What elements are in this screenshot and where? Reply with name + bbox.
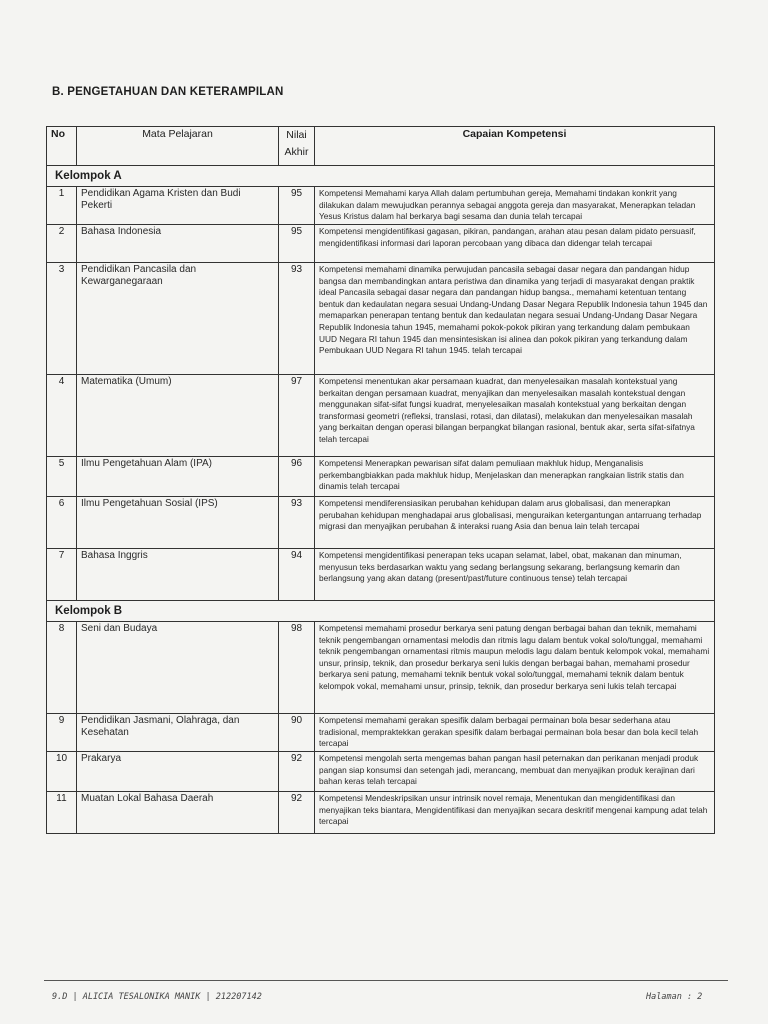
table-row xyxy=(47,497,715,549)
table-row xyxy=(47,549,715,601)
row-subject: Pendidikan Pancasila dan Kewarganegaraan xyxy=(77,263,279,375)
row-grade: 93 xyxy=(279,263,315,375)
row-subject: Bahasa Indonesia xyxy=(77,225,279,263)
row-competency: Kompetensi mengidentifikasi gagasan, pikiran, pandangan, arahan atau pesan dalam pidato persuasif, mengidentifikasi informasi dari laporan percobaan yang dibaca dan didengar telah tercapai xyxy=(315,225,715,263)
table-row xyxy=(47,457,715,497)
row-grade: 92 xyxy=(279,752,315,792)
group-label-b: Kelompok B xyxy=(47,601,715,622)
row-subject: Bahasa Inggris xyxy=(77,549,279,601)
table-row xyxy=(47,714,715,752)
row-grade: 90 xyxy=(279,714,315,752)
header-grade-line2: Akhir xyxy=(284,146,309,158)
table-row xyxy=(47,263,715,375)
row-competency: Kompetensi memahami prosedur berkarya seni patung dengan berbagai bahan dan teknik, memahami teknik pengembangan ornamentasi melodis dan ritmis lagu dalam bentuk vokal solo/tunggal, memahami teknik pengembangan ornamentasi ritmis maupun melodis lagu dalam bentuk kelompok vokal, memahami unsur, prinsip, teknik, dan prosedur berkarya seni lukis dengan berbagai bahan, memahami prosedur berkarya seni patung, memahami teknik bentuk vokal solo/tunggal, memahami teknik dalam bentuk kelompok vokal, memahami unsur, prinsip, teknik, dan prosedur berkarya seni lukis telah tercapai xyxy=(315,622,715,714)
row-no: 6 xyxy=(47,497,77,549)
row-grade: 92 xyxy=(279,792,315,834)
group-label-a: Kelompok A xyxy=(47,166,715,187)
row-no: 2 xyxy=(47,225,77,263)
header-grade-line1: Nilai xyxy=(286,129,307,141)
row-subject: Seni dan Budaya xyxy=(77,622,279,714)
table-header-row xyxy=(47,127,715,166)
row-no: 10 xyxy=(47,752,77,792)
row-grade: 98 xyxy=(279,622,315,714)
row-competency: Kompetensi memahami dinamika perwujudan pancasila sebagai dasar negara dan pandangan hidup bangsa dan membandingkan antara peristiwa dan dinamika yang terjadi di masyarakat dengan praktik ideal Pancasila sebagai dasar negara dan pandangan hidup bangsa., memahami ketentuan tentang bentuk dan kedaulatan negara sesuai Undang-Undang Dasar Negara Republik Indonesia tahun 1945 dan memaparkan penerapan tentang bentuk dan kedaulatan negara sesuai Undang-Undang Dasar Negara Republik Indonesia tahun 1945, memahami pokok-pokok pikiran yang terkandung dalam pembukaan UUD Negara RI tahun 1945 dan mensintesiskan isi alinea dan pokok pikiran yang terkandung dalam Pembukaan UUD Negara RI tahun 1945. telah tercapai xyxy=(315,263,715,375)
section-title: B. PENGETAHUAN DAN KETERAMPILAN xyxy=(52,86,284,98)
grades-table xyxy=(46,126,715,834)
row-subject: Prakarya xyxy=(77,752,279,792)
footer-page-number: Halaman : 2 xyxy=(646,992,703,1002)
header-no: No xyxy=(47,127,77,166)
row-competency: Kompetensi memahami gerakan spesifik dalam berbagai permainan bola besar sederhana atau tradisional, mempraktekkan gerakan spesifik dalam berbagai permainan bola besar dan bola kecil telah tercapai xyxy=(315,714,715,752)
header-competency: Capaian Kompetensi xyxy=(315,127,715,166)
table-row xyxy=(47,375,715,457)
row-subject: Matematika (Umum) xyxy=(77,375,279,457)
table-row xyxy=(47,225,715,263)
footer-divider xyxy=(44,980,728,981)
row-grade: 96 xyxy=(279,457,315,497)
row-grade: 97 xyxy=(279,375,315,457)
row-no: 9 xyxy=(47,714,77,752)
group-row-a xyxy=(47,166,715,187)
row-no: 11 xyxy=(47,792,77,834)
row-subject: Pendidikan Jasmani, Olahraga, dan Kesehatan xyxy=(77,714,279,752)
row-subject: Pendidikan Agama Kristen dan Budi Pekerti xyxy=(77,187,279,225)
row-competency: Kompetensi mengidentifikasi penerapan teks ucapan selamat, label, obat, makanan dan minuman, menyusun teks berdasarkan waktu yang sedang berlangsung sekarang, berlangsung kemarin dan berlangsung yang akan datang (present/past/future continuous tense) telah tercapai xyxy=(315,549,715,601)
row-no: 1 xyxy=(47,187,77,225)
header-grade xyxy=(279,127,315,166)
row-no: 5 xyxy=(47,457,77,497)
table-row xyxy=(47,622,715,714)
row-grade: 93 xyxy=(279,497,315,549)
table-row xyxy=(47,187,715,225)
row-grade: 94 xyxy=(279,549,315,601)
row-no: 4 xyxy=(47,375,77,457)
row-competency: Kompetensi mengolah serta mengemas bahan pangan hasil peternakan dan perikanan menjadi produk pangan siap konsumsi dan setengah jadi, merancang, membuat dan menyajikan produk kerajinan dari bahan keras telah tercapai xyxy=(315,752,715,792)
row-competency: Kompetensi Memahami karya Allah dalam pertumbuhan gereja, Memahami tindakan konkrit yang dilakukan dalam mewujudkan perannya sebagai anggota gereja dan masyarakat, Menerapkan teladan Yesus Kristus dalam hal berkarya bagi sesama dan dunia telah tercapai xyxy=(315,187,715,225)
row-subject: Ilmu Pengetahuan Sosial (IPS) xyxy=(77,497,279,549)
header-subject: Mata Pelajaran xyxy=(77,127,279,166)
row-competency: Kompetensi Menerapkan pewarisan sifat dalam pemuliaan makhluk hidup, Menganalisis perkembangbiakkan pada makhluk hidup, Menjelaskan dan menerapkan rangkaian listrik statis dan dinamis telah tercapai xyxy=(315,457,715,497)
group-row-b xyxy=(47,601,715,622)
footer-student-info: 9.D | ALICIA TESALONIKA MANIK | 212207142 xyxy=(52,992,262,1002)
row-grade: 95 xyxy=(279,225,315,263)
row-grade: 95 xyxy=(279,187,315,225)
row-no: 7 xyxy=(47,549,77,601)
row-no: 8 xyxy=(47,622,77,714)
table-row xyxy=(47,752,715,792)
row-subject: Muatan Lokal Bahasa Daerah xyxy=(77,792,279,834)
row-competency: Kompetensi mendiferensiasikan perubahan kehidupan dalam arus globalisasi, dan menerapkan perubahan kehidupan menghadapai arus globalisasi, menguraikan ketergantungan antarruang terhadap migrasi dan menyajikan perubahan & interaksi ruang Asia dan benua lain telah tercapai xyxy=(315,497,715,549)
row-subject: Ilmu Pengetahuan Alam (IPA) xyxy=(77,457,279,497)
row-no: 3 xyxy=(47,263,77,375)
row-competency: Kompetensi Mendeskripsikan unsur intrinsik novel remaja, Menentukan dan mengidentifikasi dan menyajikan teks biantara, Mengidentifikasi dan menyajikan secara deskritif mengenai kampung adat telah tercapai xyxy=(315,792,715,834)
table-row xyxy=(47,792,715,834)
row-competency: Kompetensi menentukan akar persamaan kuadrat, dan menyelesaikan masalah kontekstual yang berkaitan dengan persamaan kuadrat, menyajikan dan menyelesaikan masalah kontekstual dengan menggunakan sifat-sifat fungsi kuadrat, menyelesaikan masalah kontekstual yang berkaitan dengan transformasi geometri (refleksi, translasi, rotasi, dan dilatasi), melakukan dan menyelesaikan masalah yang berkaitan dengan operasi bilangan berpangkat bilangan rasional, bentuk akar, serta sifat-sifatnya telah tercapai xyxy=(315,375,715,457)
